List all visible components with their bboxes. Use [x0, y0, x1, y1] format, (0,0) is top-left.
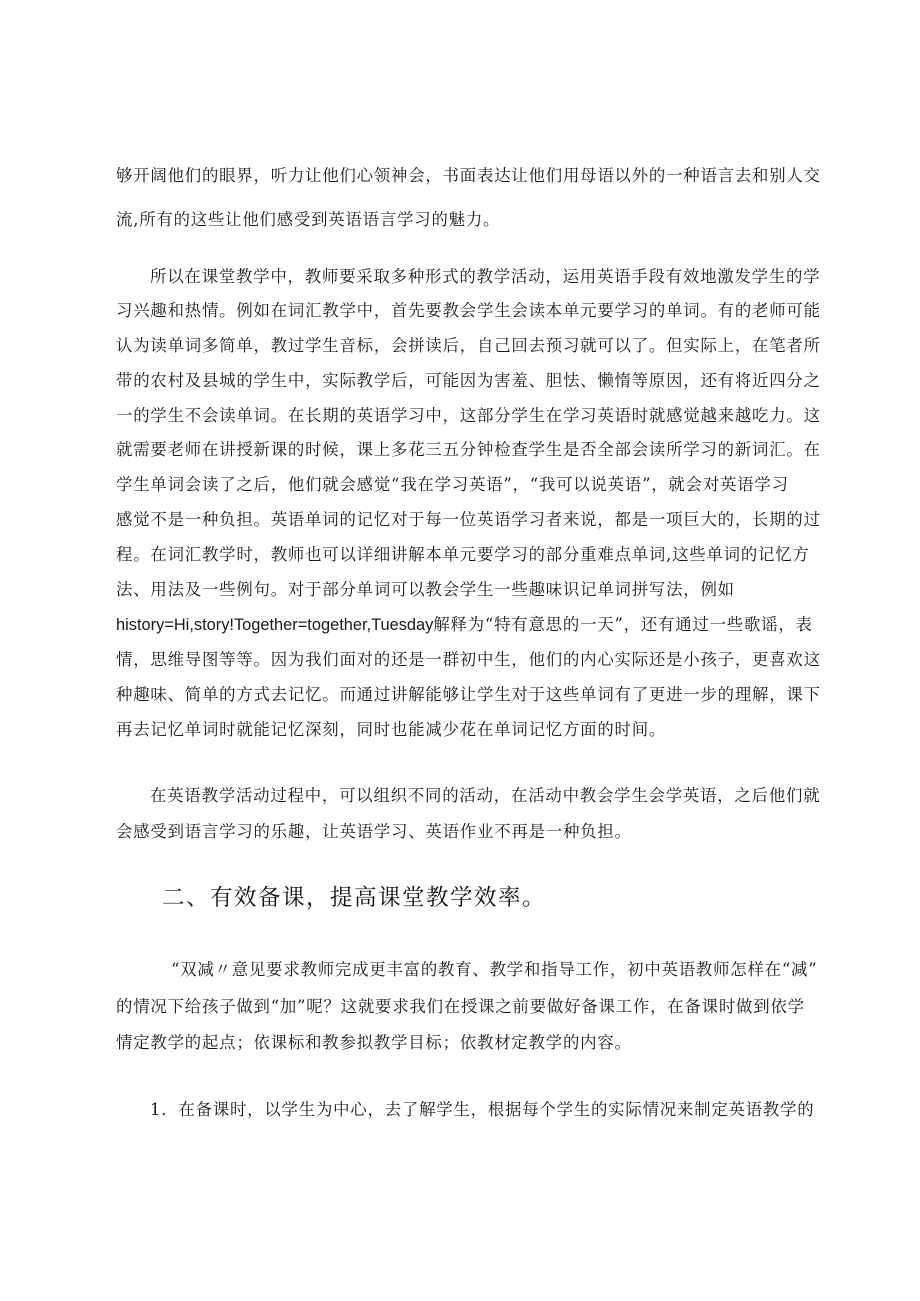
- paragraph-3-line-2: 会感受到语言学习的乐趣，让英语学习、英语作业不再是一种负担。: [116, 822, 632, 841]
- paragraph-2-line-10: 法、用法及一些例句。对于部分单词可以教会学生一些趣味识记单词拼写法，例如: [116, 580, 735, 599]
- paragraph-2-line-4: 带的农村及县城的学生中，实际教学后，可能因为害羞、胆怯、懒惰等原因，还有将近四分之: [116, 371, 821, 390]
- paragraph-2-line-2: 习兴趣和热情。例如在词汇教学中，首先要教会学生会读本单元要学习的单词。有的老师可能: [116, 301, 821, 320]
- english-mnemonic-example: history=Hi,story!Together=together,Tuesday: [116, 616, 434, 634]
- paragraph-2-line-8: 感觉不是一种负担。英语单词的记忆对于每一位英语学习者来说，都是一项巨大的，长期的过: [116, 510, 821, 529]
- paragraph-2-line-9: 程。在词汇教学时，教师也可以详细讲解本单元要学习的部分重难点单词,这些单词的记忆方: [116, 545, 810, 564]
- list-item-1: 1．在备课时，以学生为中心，去了解学生，根据每个学生的实际情况来制定英语教学的: [150, 1100, 815, 1119]
- paragraph-1-line-1: 够开阔他们的眼界，听力让他们心领神会，书面表达让他们用母语以外的一种语言去和别人交: [116, 166, 821, 185]
- mnemonic-explanation: 解释为“特有意思的一天”，还有通过一些歌谣，表: [433, 615, 813, 634]
- paragraph-3-line-1: 在英语教学活动过程中，可以组织不同的活动，在活动中教会学生会学英语，之后他们就: [150, 786, 821, 805]
- paragraph-2-line-14: 再去记忆单词时就能记忆深刻，同时也能减少花在单词记忆方面的时间。: [116, 720, 667, 739]
- paragraph-2-line-3: 认为读单词多简单，教过学生音标，会拼读后，自己回去预习就可以了。但实际上，在笔者所: [116, 336, 821, 355]
- paragraph-2-line-5: 一的学生不会读单词。在长期的英语学习中，这部分学生在学习英语时就感觉越来越吃力。这: [116, 406, 821, 425]
- paragraph-4-line-3: 情定教学的起点；依课标和教参拟教学目标；依教材定教学的内容。: [116, 1033, 632, 1052]
- paragraph-4-line-1: “双减〃意见要求教师完成更丰富的教育、教学和指导工作，初中英语教师怎样在“减”: [171, 960, 818, 979]
- paragraph-2-line-11: [116, 615, 813, 635]
- paragraph-2-line-1: 所以在课堂教学中，教师要采取多种形式的教学活动，运用英语手段有效地激发学生的学: [150, 267, 821, 286]
- paragraph-2-line-6: 就需要老师在讲授新课的时候，课上多花三五分钟检查学生是否全部会读所学习的新词汇。在: [116, 440, 821, 459]
- paragraph-2-line-7: 学生单词会读了之后，他们就会感觉“我在学习英语”，“我可以说英语”，就会对英语学习: [116, 475, 789, 494]
- paragraph-2-line-12: 情，思维导图等等。因为我们面对的还是一群初中生，他们的内心实际还是小孩子，更喜欢这: [116, 650, 821, 669]
- paragraph-2-line-13: 种趣味、简单的方式去记忆。而通过讲解能够让学生对于这些单词有了更进一步的理解，课下: [116, 685, 821, 704]
- section-heading: 二、有效备课，提高课堂教学效率。: [162, 885, 547, 911]
- paragraph-4-line-2: 的情况下给孩子做到“加”呢？这就要求我们在授课之前要做好备课工作，在备课时做到依学: [116, 997, 805, 1016]
- paragraph-1-line-2: 流,所有的这些让他们感受到英语语言学习的魅力。: [116, 210, 501, 229]
